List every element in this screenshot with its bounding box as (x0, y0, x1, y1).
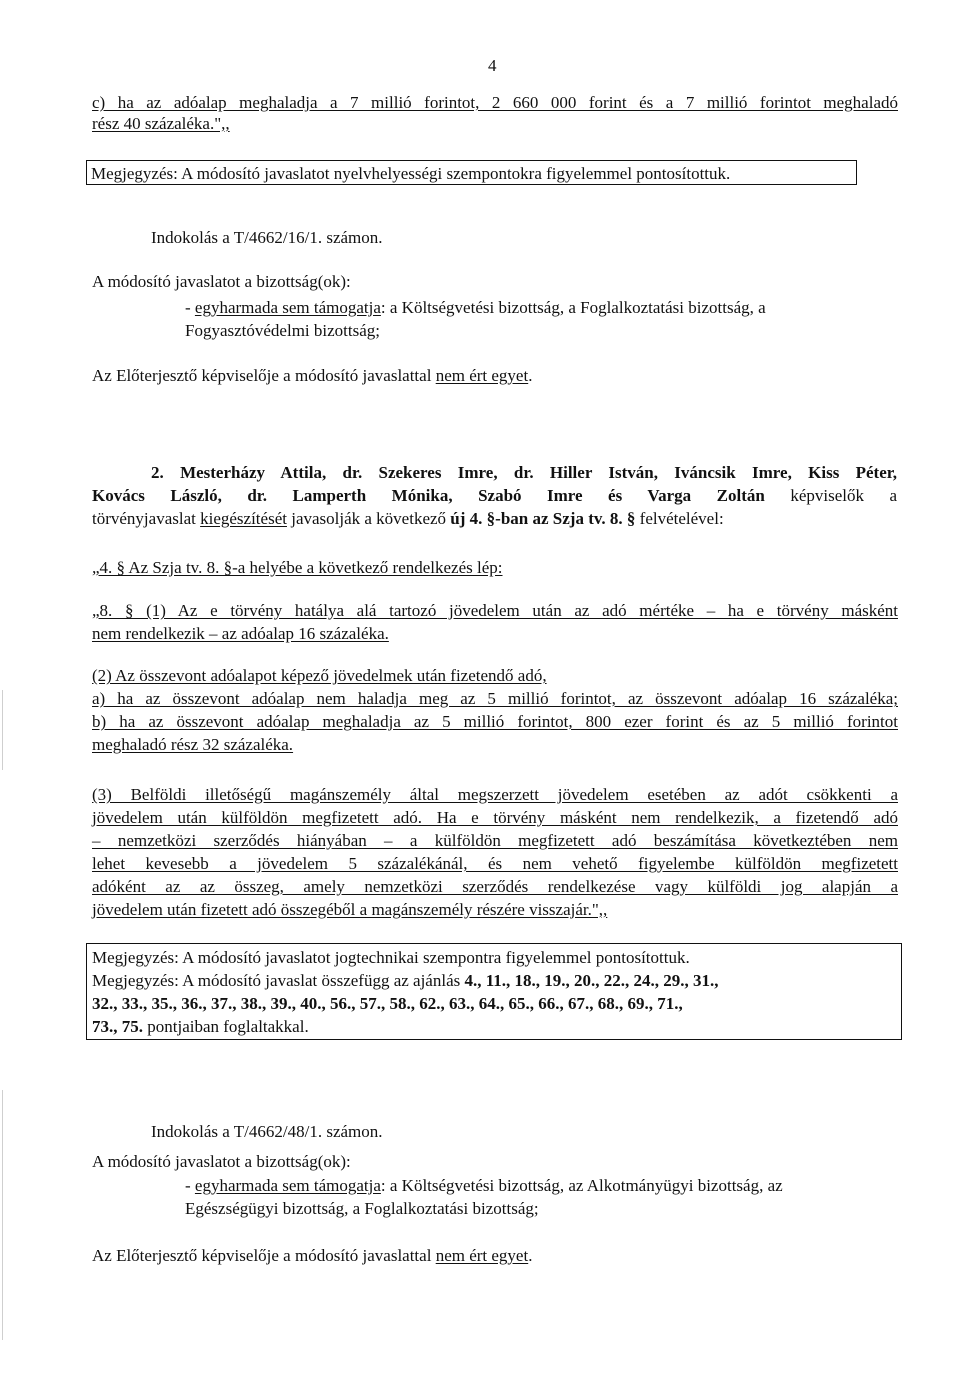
amend-2-line1: 2. Mesterházy Attila, dr. Szekeres Imre, dr. Hiller István, Iváncsik Imre, Kiss Péter, (151, 463, 897, 482)
scan-margin-line (2, 690, 3, 770)
committee-2-line1: - egyharmada sem támogatja: a Költségvetési bizottság, az Alkotmányügyi bizottság, az (185, 1176, 783, 1195)
page-number: 4 (488, 56, 497, 75)
section-heading: „4. § Az Szja tv. 8. §-a helyébe a következő rendelkezés lép: (92, 558, 503, 577)
note-2-line1: Megjegyzés: A módosító javaslatot jogtechnikai szempontra figyelemmel pontosítottuk. (92, 948, 690, 967)
note-1-text: Megjegyzés: A módosító javaslatot nyelvhelyességi szempontokra figyelemmel pontosítottuk. (91, 164, 731, 183)
para3-line3: – nemzetközi szerződés hiányában – a külföldön megfizetett adó beszámítása következtében nem (92, 831, 898, 850)
c-item-line2: rész 40 százaléka.",, (92, 114, 230, 133)
committee-1-line1: - egyharmada sem támogatja: a Költségvetési bizottság, a Foglalkoztatási bizottság, a (185, 298, 766, 317)
para3-line4: lehet kevesebb a jövedelem 5 százalékánál, és nem vehető figyelembe külföldön megfizetett (92, 854, 898, 873)
para2-line4: meghaladó rész 32 százaléka. (92, 735, 294, 754)
note-2-line3: 32., 33., 35., 36., 37., 38., 39., 40., 56., 57., 58., 62., 63., 64., 65., 66., 67., 68., 69., 71., (92, 994, 683, 1013)
amend-2-line3: törvényjavaslat kiegészítését javasolják a következő új 4. §-ban az Szja tv. 8. § felvételével: (92, 509, 724, 528)
committee-2-intro: A módosító javaslatot a bizottság(ok): (92, 1152, 351, 1171)
committee-2-status: egyharmada sem támogatja (194, 1176, 381, 1195)
para3-line6: jövedelem után fizetett adó összegéből a magánszemély részére visszajár.",, (92, 900, 608, 919)
committee-1-line2: Fogyasztóvédelmi bizottság; (185, 321, 380, 340)
para1-line1: „8. § (1) Az e törvény hatálya alá tartozó jövedelem után az adó mértéke – ha e törvény másként (92, 601, 898, 620)
para2-line1: (2) Az összevont adóalapot képező jövedelmek után fizetendő adó, (92, 666, 547, 685)
committee-2-line2: Egészségügyi bizottság, a Foglalkoztatási bizottság; (185, 1199, 539, 1218)
para2-line3: b) ha az összevont adóalap meghaladja az 5 millió forintot, 800 ezer forint és az 5 millió forintot (92, 712, 898, 731)
note-2-line2: Megjegyzés: A módosító javaslat összefügg az ajánlás 4., 11., 18., 19., 20., 22., 24., 29., 31., (92, 971, 719, 990)
presenter-1: Az Előterjesztő képviselője a módosító javaslattal nem ért egyet. (92, 366, 533, 385)
presenter-2-status: nem ért egyet (435, 1246, 529, 1265)
para3-line2: jövedelem után külföldön megfizetett adó. Ha e törvény másként nem rendelkezik, a fizetendő adó (92, 808, 898, 827)
committee-1-intro: A módosító javaslatot a bizottság(ok): (92, 272, 351, 291)
note-box-2 (86, 943, 902, 1040)
note-box-1 (86, 160, 857, 185)
c-item-line1: c) ha az adóalap meghaladja a 7 millió forintot, 2 660 000 forint és a 7 millió forintot meghaladó (92, 93, 898, 112)
note-2-line4: 73., 75. pontjaiban foglaltakkal. (92, 1017, 309, 1036)
amend-2-line2: Kovács László, dr. Lamperth Mónika, Szabó Imre és Varga Zoltán képviselők a (92, 486, 897, 505)
para2-line2: a) ha az összevont adóalap nem haladja meg az 5 millió forintot, az összevont adóalap 16 százaléka; (92, 689, 898, 708)
committee-1-status: egyharmada sem támogatja (194, 298, 381, 317)
presenter-1-status: nem ért egyet (435, 366, 529, 385)
indoklas-2: Indokolás a T/4662/48/1. számon. (151, 1122, 383, 1141)
indoklas-1: Indokolás a T/4662/16/1. számon. (151, 228, 383, 247)
presenter-2: Az Előterjesztő képviselője a módosító javaslattal nem ért egyet. (92, 1246, 533, 1265)
para3-line1: (3) Belföldi illetőségű magánszemély által megszerzett jövedelem esetében az adót csökkenti a (92, 785, 898, 804)
para3-line5: adóként az az összeg, amely nemzetközi szerződés rendelkezése vagy külföldi jog alapján a (92, 877, 898, 896)
scan-margin-line (2, 1090, 3, 1340)
para1-line2: nem rendelkezik – az adóalap 16 százaléka. (92, 624, 389, 643)
